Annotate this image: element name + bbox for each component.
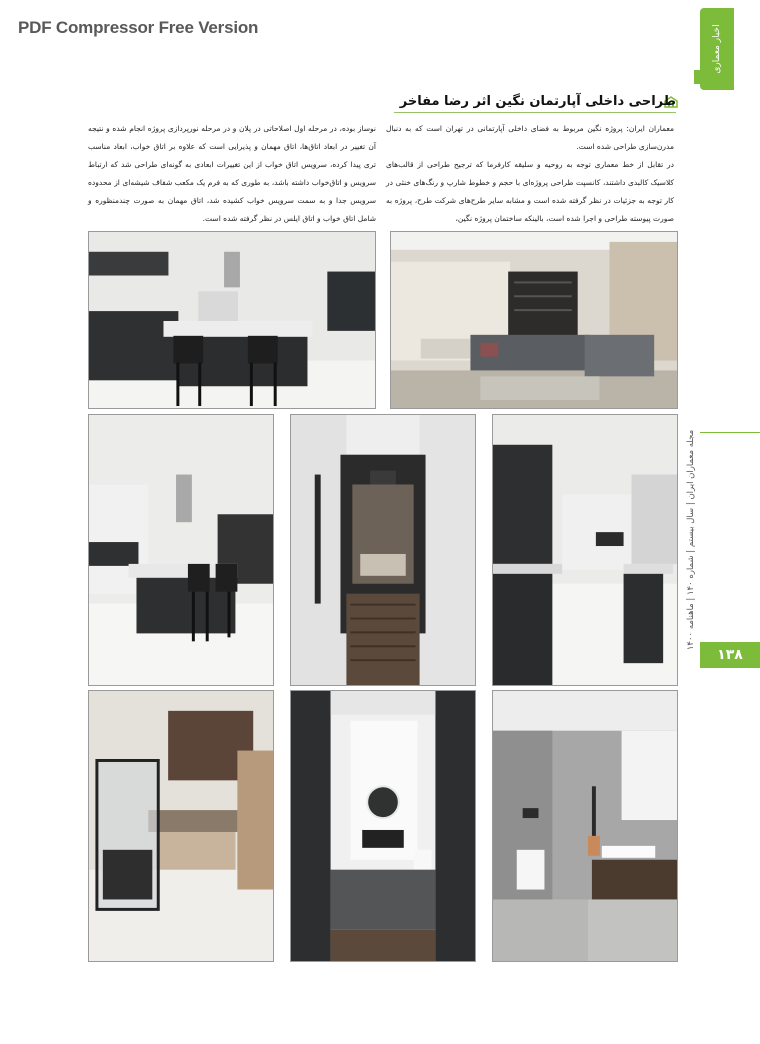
photo-bathroom-corridor xyxy=(290,690,476,962)
paragraph: در تقابل از خط معماری توجه به روحیه و سلیقه کارفرما که ترجیح طراحی از قالب‌های کلاسیک کالبدی داشتند، کانسپت طراحی پروژه‌ای با حجم و خطوط شارپ و رنگ‌های خنثی در کار توجه به جزئیات در نظر گرفته شده است و مشابه سایر طرح‌های شرکت طرح، پروژه به صورت پیوسته طراحی و اجرا شده است، بالینکه ساختمان پروژه نگین، xyxy=(386,160,674,223)
photo-kitchen-galley xyxy=(492,414,678,686)
photo-bedroom xyxy=(88,690,274,962)
article-title: طراحی داخلی آپارتمان نگین اثر رضا مفاخر xyxy=(399,94,676,109)
magazine-issue-caption xyxy=(676,429,706,651)
title-rule xyxy=(394,112,676,113)
photo-kitchen-wide xyxy=(88,231,376,409)
magazine-issue-text: مجله معماران ایران | سال بیستم | شماره ۱۴۰ | ماهنامه ۱۴۰۰ xyxy=(686,429,696,651)
section-tab xyxy=(700,8,734,90)
article-column-right xyxy=(386,120,674,228)
section-tab-notch xyxy=(694,70,700,84)
watermark-text: PDF Compressor Free Version xyxy=(18,18,259,37)
page-number: ۱۳۸ xyxy=(700,642,760,668)
section-tab-label: اخبار معماری xyxy=(712,24,722,74)
article-column-left xyxy=(88,120,376,228)
photo-bathroom xyxy=(492,690,678,962)
photo-living-room xyxy=(390,231,678,409)
photo-kitchen-island xyxy=(88,414,274,686)
side-rule xyxy=(700,432,760,433)
paragraph: معماران ایران: پروژه نگین مربوط به فضای داخلی آپارتمانی در تهران است که به دنبال مدرن‌سازی طراحی شده است. xyxy=(386,124,674,151)
photo-corridor xyxy=(290,414,476,686)
paragraph: نوساز بوده، در مرحله اول اصلاحاتی در پلان و در مرحله نورپردازی پروژه انجام شده و نتیجه آن تغییر در ابعاد اتاق‌ها، اتاق مهمان و پذیرایی است که علاوه بر اتاق خواب، ابعاد مناسب تری پیدا کرده، سرویس اتاق خواب از این تغییرات ابعادی به گونه‌ای طراحی شد که ارتباط سرویس و اتاق‌خواب داشته باشد، به طوری که به فرم یک مکعب شفاف شیشه‌ای از محدوده سرویس جدا و به سمت سرویس خواب کشیده شد، اتاق مهمان به صورت چندمنظوره و شامل اتاق خواب و اتاق ایلس در نظر گرفته شده است. xyxy=(88,124,376,223)
